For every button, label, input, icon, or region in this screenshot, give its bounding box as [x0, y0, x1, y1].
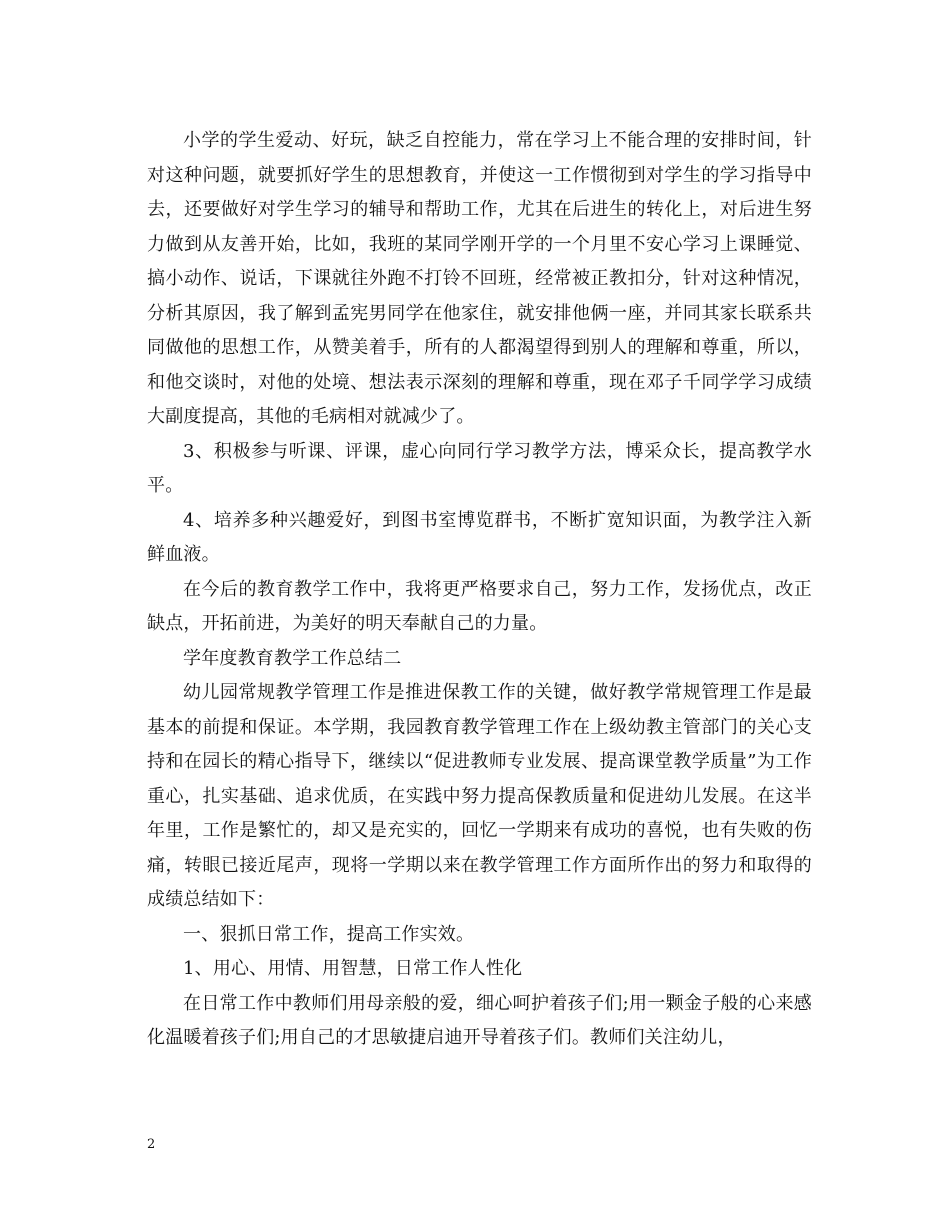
paragraph-daily-work: 在日常工作中教师们用母亲般的爱，细心呵护着孩子们;用一颗金子般的心来感化温暖着孩子们;用自己的才思敏捷启迪开导着孩子们。教师们关注幼儿， [147, 992, 812, 1048]
paragraph-item-3: 3、积极参与听课、评课，虚心向同行学习教学方法，博采众长，提高教学水平。 [147, 440, 812, 496]
subheading-one-one: 1、用心、用情、用智慧，日常工作人性化 [183, 958, 523, 979]
paragraph-kindergarten-intro: 幼儿园常规教学管理工作是推进保教工作的关键，做好教学常规管理工作是最基本的前提和保证。本学期，我园教育教学管理工作在上级幼教主管部门的关心支持和在园长的精心指导下，继续以“促进教师专业发展、提高课堂教学质量”为工作重心，扎实基础、追求优质，在实践中努力提高保教质量和促进幼儿发展。在这半年里，工作是繁忙的，却又是充实的，回忆一学期来有成功的喜悦，也有失败的伤痛，转眼已接近尾声，现将一学期以来在教学管理工作方面所作出的努力和取得的成绩总结如下： [147, 682, 812, 910]
paragraph-conclusion: 在今后的教育教学工作中，我将更严格要求自己，努力工作，发扬优点，改正缺点，开拓前进，为美好的明天奉献自己的力量。 [147, 578, 812, 634]
paragraph-student-guidance: 小学的学生爱动、好玩，缺乏自控能力，常在学习上不能合理的安排时间，针对这种问题，就要抓好学生的思想教育，并使这一工作惯彻到对学生的学习指导中去，还要做好对学生学习的辅导和帮助工作，尤其在后进生的转化上，对后进生努力做到从友善开始，比如，我班的某同学刚开学的一个月里不安心学习上课睡觉、搞小动作、说话，下课就往外跑不打铃不回班，经常被正教扣分，针对这种情况，分析其原因，我了解到孟宪男同学在他家住，就安排他俩一座，并同其家长联系共同做他的思想工作，从赞美着手，所有的人都渴望得到别人的理解和尊重，所以，和他交谈时，对他的处境、想法表示深刻的理解和尊重，现在邓子千同学学习成绩大副度提高，其他的毛病相对就减少了。 [147, 130, 812, 427]
page-number: 2 [147, 1137, 156, 1152]
paragraph-item-4: 4、培养多种兴趣爱好，到图书室博览群书，不断扩宽知识面，为教学注入新鲜血液。 [147, 509, 812, 565]
section-heading: 学年度教育教学工作总结二 [183, 647, 402, 669]
document-body [147, 124, 812, 1056]
subheading-one: 一、狠抓日常工作，提高工作实效。 [183, 923, 475, 945]
